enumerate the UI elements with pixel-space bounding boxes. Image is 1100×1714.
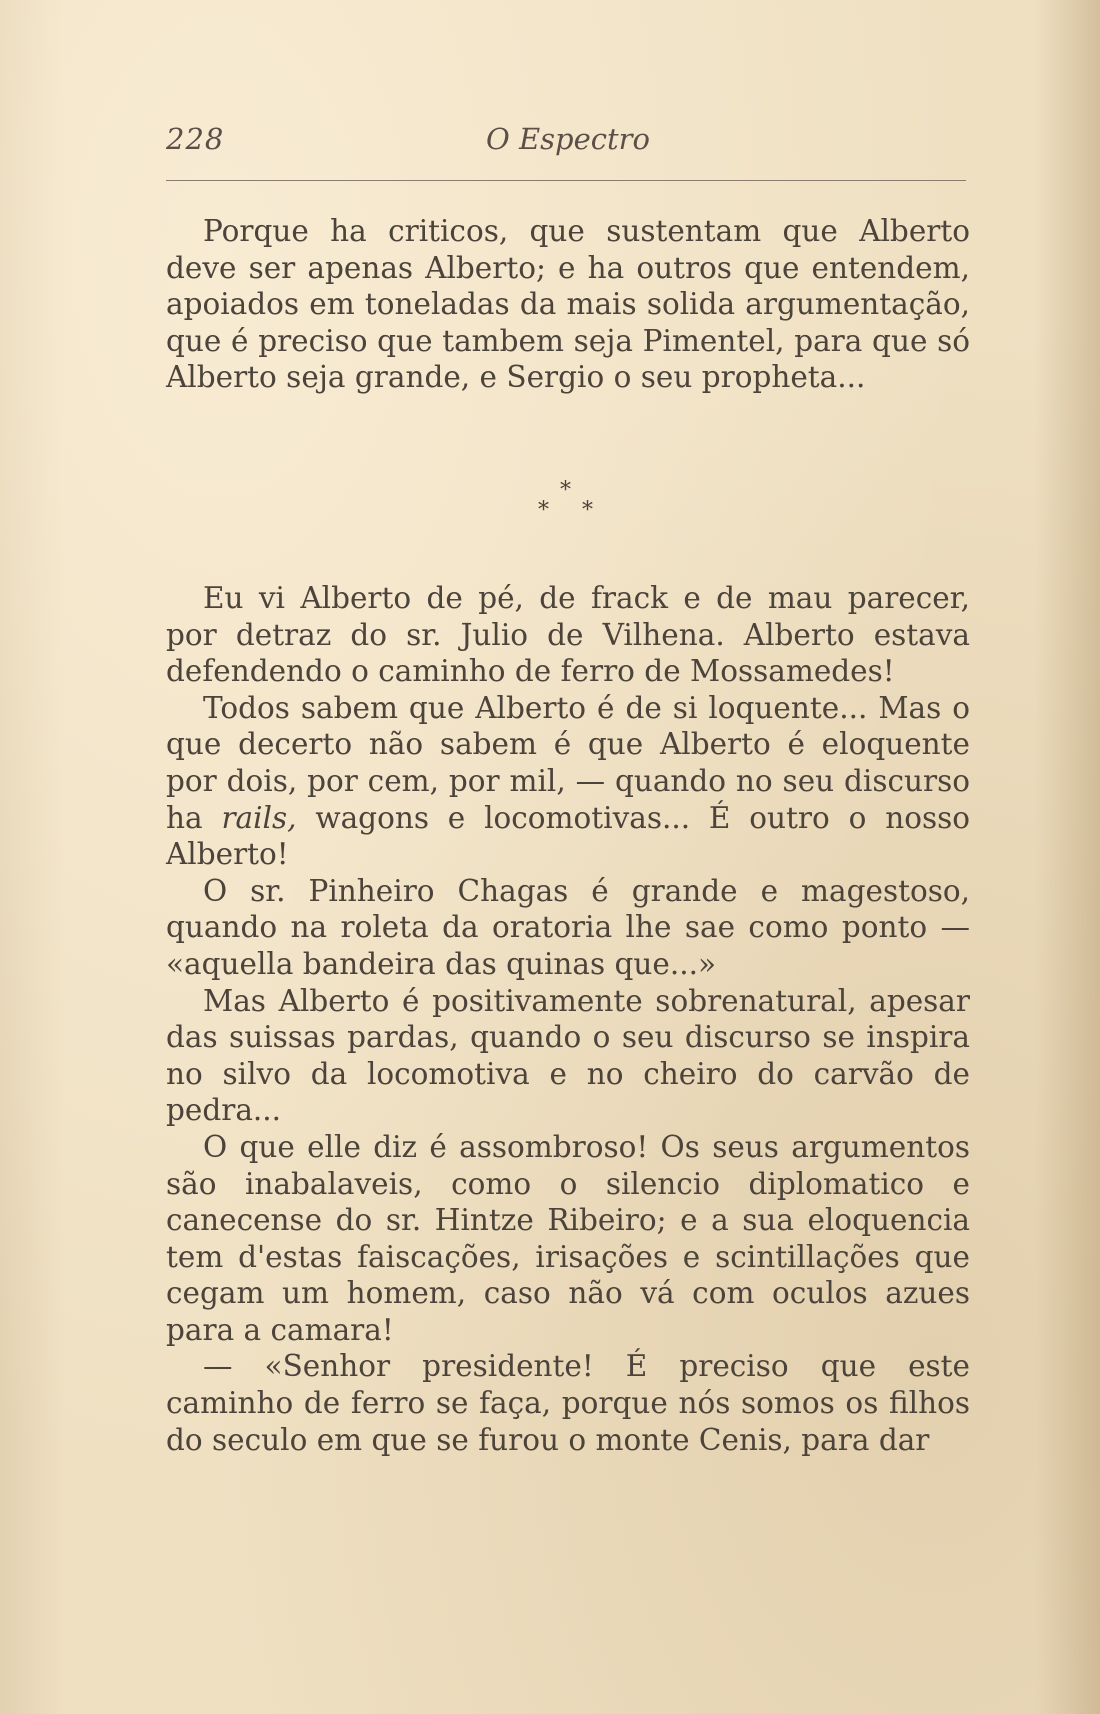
paragraph — [166, 690, 970, 873]
paragraph: Porque ha criticos, que sustentam que Alberto deve ser apenas Alberto; e ha outros que entendem, apoiados em toneladas da mais solida argumentação, que é preciso que tambem seja Pimentel, para que só Alberto seja grande, e Sergio o seu propheta... — [166, 214, 970, 395]
running-title: O Espectro — [486, 122, 650, 156]
asterisk: * — [538, 498, 549, 523]
paragraph-text: Todos sabem que Alberto é de si loquente... Mas o que decerto não sabem é que Alberto é eloquente por dois, por cem, por mil, — quando no seu discurso ha — [166, 690, 970, 835]
asterism-separator — [530, 478, 610, 528]
asterisk: * — [560, 478, 571, 503]
page-header — [166, 122, 966, 172]
header-rule — [166, 180, 966, 181]
text-block-1 — [166, 213, 970, 396]
paragraph: — «Senhor presidente! É preciso que este caminho de ferro se faça, porque nós somos os filhos do seculo em que se furou o monte Cenis, para dar — [166, 1349, 970, 1457]
italic-word: rails, — [221, 800, 297, 835]
asterisk: * — [582, 498, 593, 523]
paragraph: Eu vi Alberto de pé, de frack e de mau parecer, por detraz do sr. Julio de Vilhena. Alberto estava defendendo o caminho de ferro de Mossamedes! — [166, 581, 970, 689]
text-block-2 — [166, 580, 970, 1458]
page-number: 228 — [166, 122, 225, 156]
paragraph: O que elle diz é assombroso! Os seus argumentos são inabalaveis, como o silencio diplomatico e canecense do sr. Hintze Ribeiro; e a sua eloquencia tem d'estas faiscações, irisações e scintillações que cegam um homem, caso não vá com oculos azues para a camara! — [166, 1129, 970, 1347]
paragraph-text: wagons e locomotivas... É outro o nosso Alberto! — [166, 800, 970, 872]
paragraph: Mas Alberto é positivamente sobrenatural, apesar das suissas pardas, quando o seu discurso se inspira no silvo da locomotiva e no cheiro do carvão de pedra... — [166, 983, 970, 1128]
paragraph: O sr. Pinheiro Chagas é grande e magestoso, quando na roleta da oratoria lhe sae como ponto — «aquella bandeira das quinas que...» — [166, 873, 970, 981]
